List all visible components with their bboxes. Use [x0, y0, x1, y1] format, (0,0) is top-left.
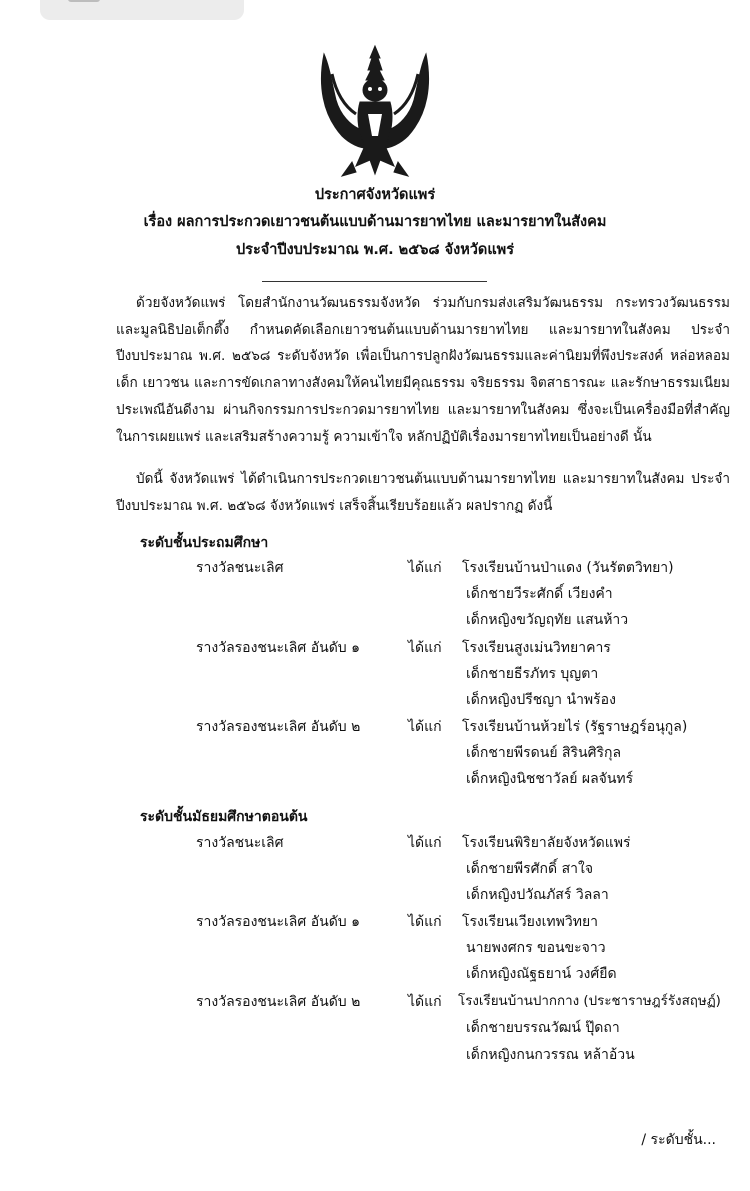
school-name: โรงเรียนพิริยาลัยจังหวัดแพร่: [462, 835, 631, 851]
given-to-label: ได้แก่: [408, 640, 442, 656]
student-name: นายพงศกร ขอนขะจาว: [466, 940, 606, 956]
student-name: เด็กชายธีรภัทร บุญตา: [466, 666, 599, 682]
given-to-label: ได้แก่: [408, 835, 442, 851]
student-name: เด็กหญิงกนกวรรณ หล้าอ้วน: [466, 1047, 635, 1063]
award-label: รางวัลชนะเลิศ: [196, 835, 284, 851]
garuda-emblem-icon: [316, 44, 434, 180]
school-name: โรงเรียนสูงเม่นวิทยาคาร: [462, 640, 611, 656]
student-name: เด็กหญิงณัฐธยาน์ วงศ์ยืด: [466, 966, 617, 982]
continued-marker: / ระดับชั้น...: [641, 1132, 716, 1148]
intro-paragraph: ด้วยจังหวัดแพร่ โดยสำนักงานวัฒนธรรมจังหวัด ร่วมกับกรมส่งเสริมวัฒนธรรม กระทรวงวัฒนธรรม และมูลนิธิปอเต็กตึ๊ง กำหนดคัดเลือกเยาวชนต้นแบบด้านมารยาทไทย และมารยาทในสังคม ประจำปีงบประมาณ พ.ศ. ๒๕๖๘ ระดับจังหวัด เพื่อเป็นการปลูกฝังวัฒนธรรมและค่านิยมที่พึงประสงค์ หล่อหลอมเด็ก เยาวชน และการขัดเกลาทางสังคมให้คนไทยมีคุณธรรม จริยธรรม จิตสาธารณะ และรักษาธรรมเนียมประเพณีอันดีงาม ผ่านกิจกรรมการประกวดมารยาทไทย และมารยาทในสังคม ซึ่งจะเป็นเครื่องมือที่สำคัญในการเผยแพร่ และเสริมสร้างความรู้ ความเข้าใจ หลักปฏิบัติเรื่องมารยาทไทยเป็นอย่างดี นั้น: [116, 295, 730, 445]
level-heading-primary: ระดับชั้นประถมศึกษา: [140, 535, 269, 551]
award-label: รางวัลชนะเลิศ: [196, 560, 284, 576]
student-name: เด็กหญิงปวัณภัสร์ วิลลา: [466, 887, 609, 903]
notice-title: ประกาศจังหวัดแพร่: [314, 187, 436, 203]
given-to-label: ได้แก่: [408, 560, 442, 576]
given-to-label: ได้แก่: [408, 914, 442, 930]
school-name: โรงเรียนบ้านปากกาง (ประชาราษฎร์รังสฤษฏ์): [458, 994, 721, 1009]
panel-handle: [68, 0, 100, 2]
given-to-label: ได้แก่: [408, 994, 442, 1010]
given-to-label: ได้แก่: [408, 719, 442, 735]
student-name: เด็กชายพีรศักดิ์ สาใจ: [466, 861, 594, 877]
notice-subject: เรื่อง ผลการประกวดเยาวชนต้นแบบด้านมารยาทไทย และมารยาทในสังคม: [143, 214, 607, 230]
notice-fiscal-year: ประจำปีงบประมาณ พ.ศ. ๒๕๖๘ จังหวัดแพร่: [235, 242, 515, 258]
title-divider: [262, 281, 487, 282]
school-name: โรงเรียนบ้านห้วยไร่ (รัฐราษฎร์อนุกูล): [462, 719, 688, 735]
top-panel-edge: [40, 0, 244, 20]
student-name: เด็กหญิงปรีชญา นำพร้อง: [466, 692, 616, 708]
school-name: โรงเรียนเวียงเทพวิทยา: [462, 914, 599, 930]
award-label: รางวัลรองชนะเลิศ อันดับ ๑: [196, 914, 361, 930]
school-name: โรงเรียนบ้านป่าแดง (วันรัตตวิทยา): [462, 560, 674, 576]
student-name: เด็กหญิงนิชชาวัลย์ ผลจันทร์: [466, 771, 634, 787]
level-heading-lower-secondary: ระดับชั้นมัธยมศึกษาตอนต้น: [140, 809, 308, 825]
student-name: เด็กชายวีระศักดิ์ เวียงคำ: [466, 586, 613, 602]
student-name: เด็กหญิงขวัญฤทัย แสนห้าว: [466, 612, 629, 628]
student-name: เด็กชายพีรดนย์ สิรินศิริกุล: [466, 745, 622, 761]
award-label: รางวัลรองชนะเลิศ อันดับ ๑: [196, 640, 361, 656]
student-name: เด็กชายบรรณวัฒน์ ปุ๊ดถา: [466, 1020, 620, 1036]
award-label: รางวัลรองชนะเลิศ อันดับ ๒: [196, 719, 361, 735]
result-paragraph: บัดนี้ จังหวัดแพร่ ได้ดำเนินการประกวดเยาวชนต้นแบบด้านมารยาทไทย และมารยาทในสังคม ประจำปีงบประมาณ พ.ศ. ๒๕๖๘ จังหวัดแพร่ เสร็จสิ้นเรียบร้อยแล้ว ผลปรากฏ ดังนี้: [116, 471, 730, 514]
award-label: รางวัลรองชนะเลิศ อันดับ ๒: [196, 994, 361, 1010]
